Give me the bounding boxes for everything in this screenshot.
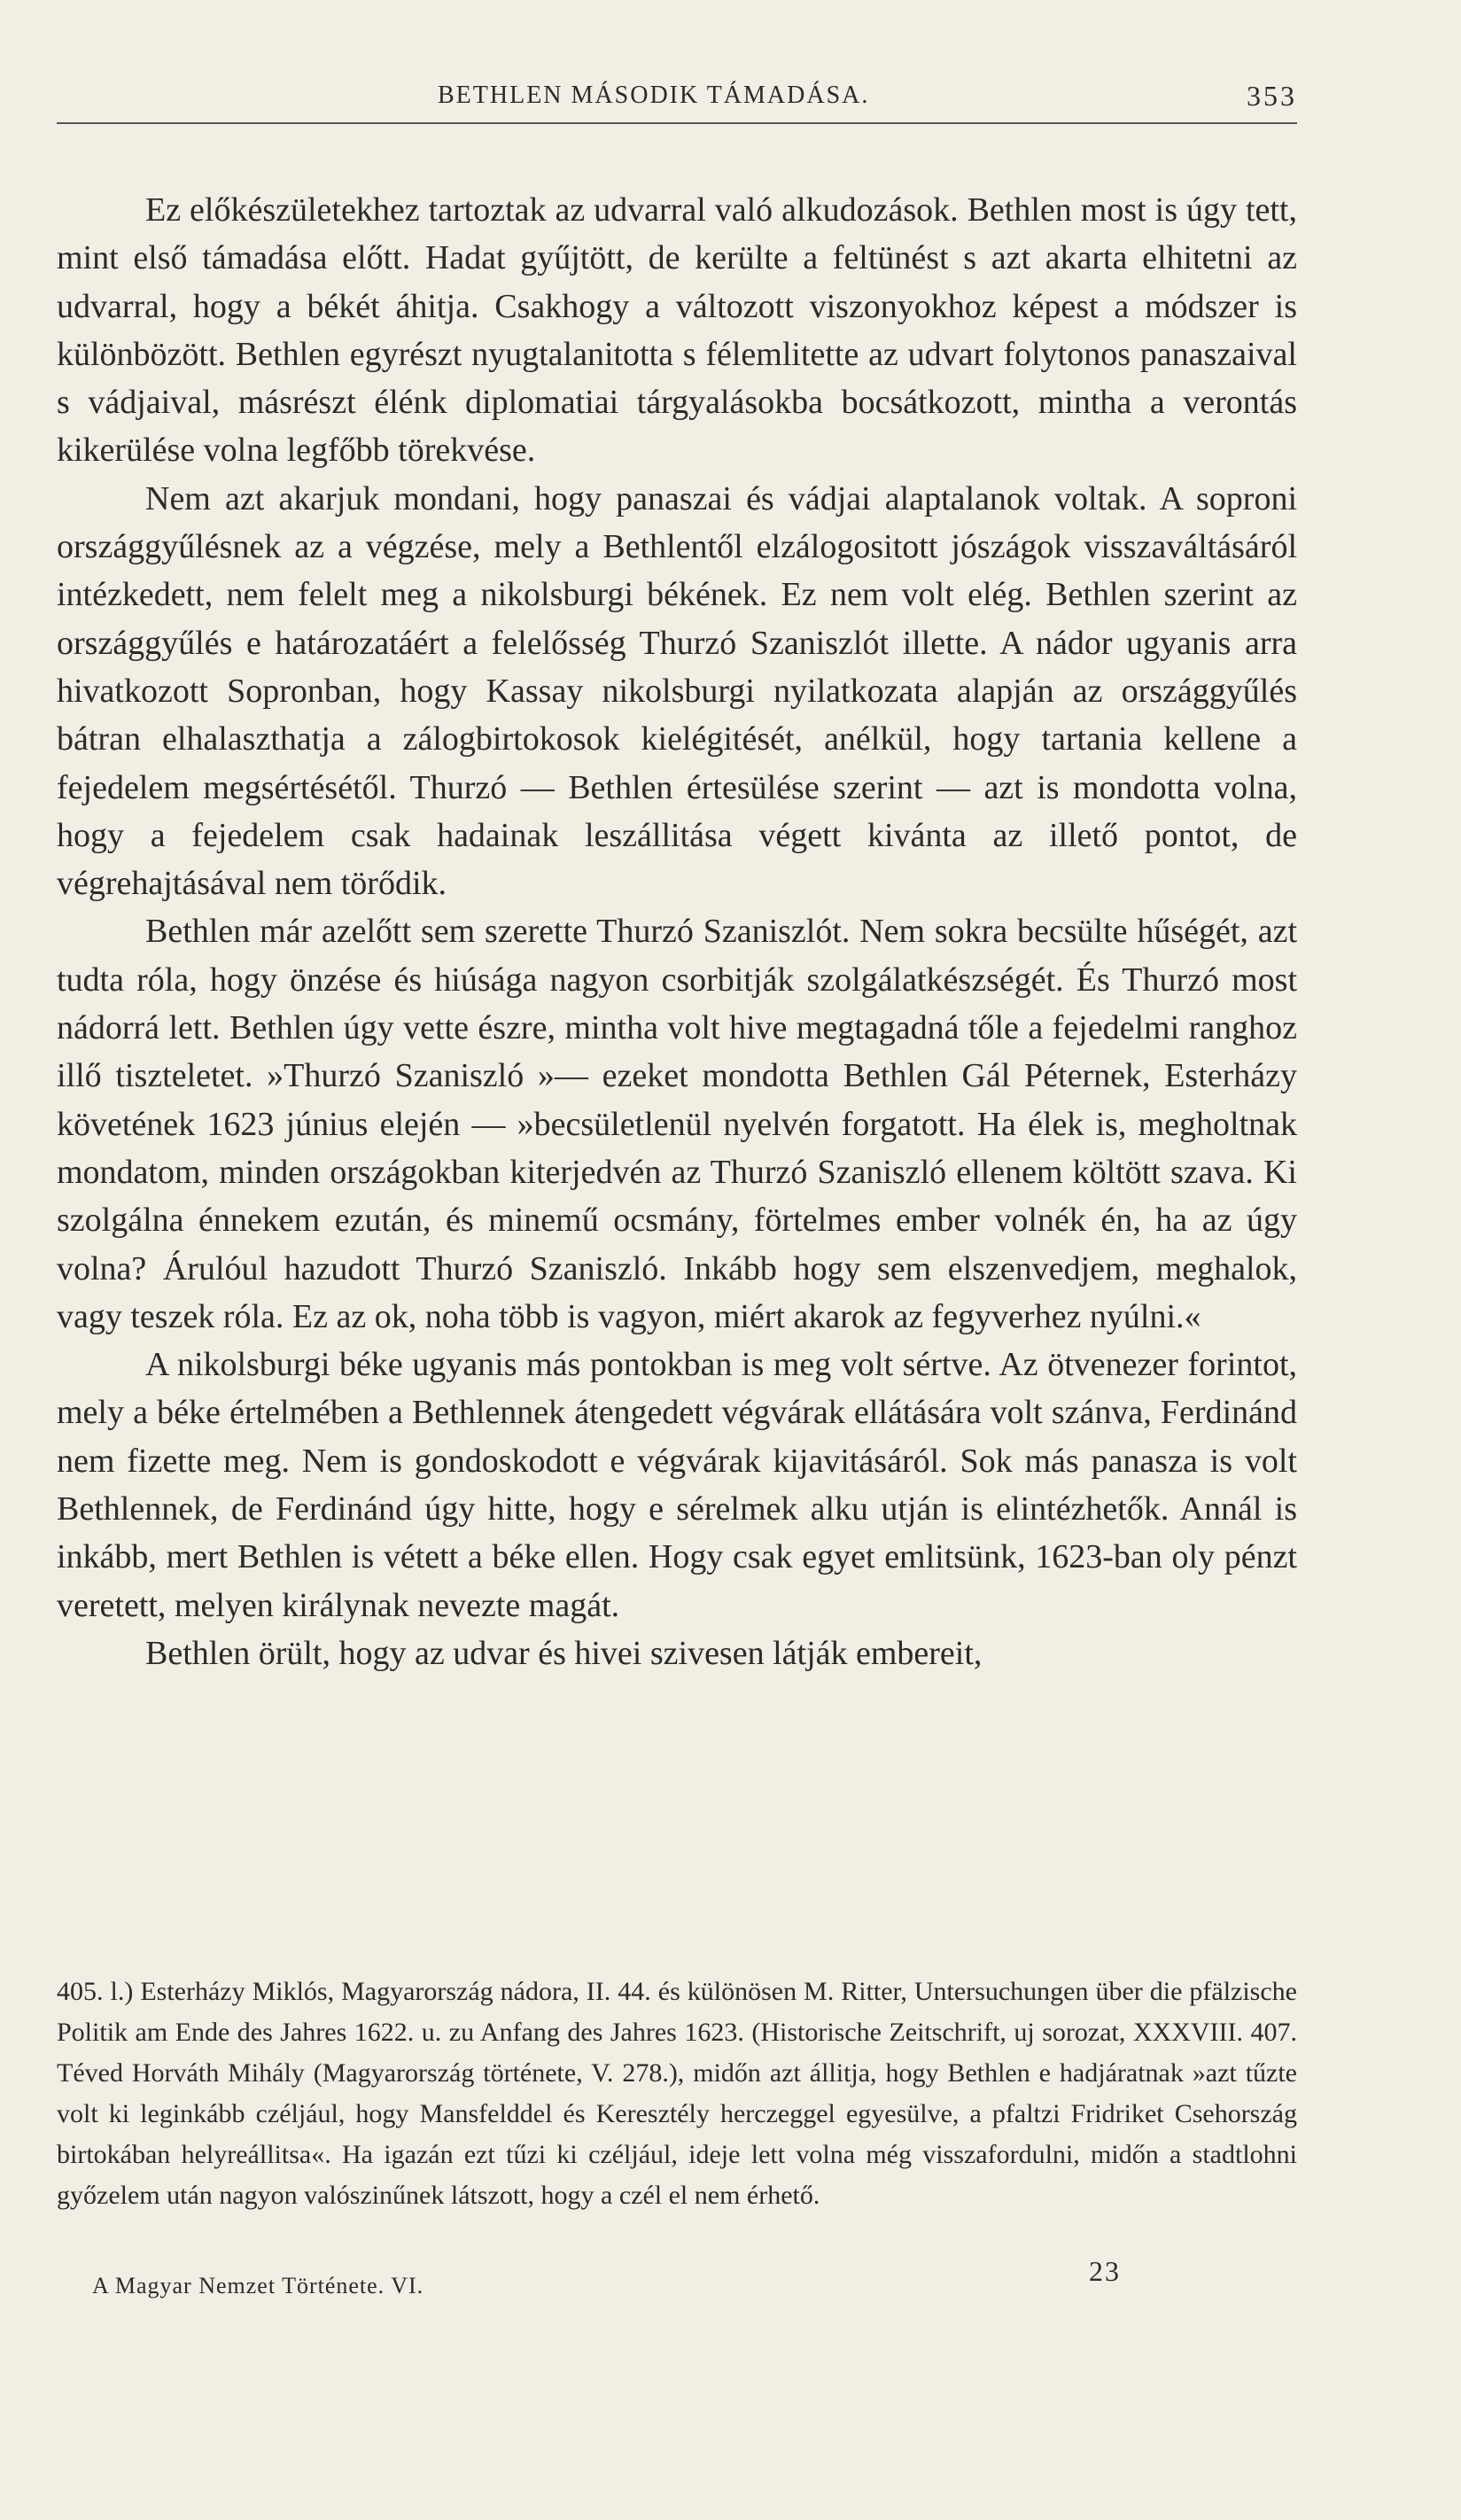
paragraph: Ez előkészületekhez tartoztak az udvarral való alkudozások. Bethlen most is úgy tett, mint első támadása előtt. Hadat gyűjtött, de kerülte a feltünést s azt akarta elhitetni az udvarral, hogy a békét áhitja. Csakhogy a változott viszonyokhoz képest a módszer is különbözött. Bethlen egyrészt nyugtalanitotta s félemlitette az udvart folytonos panaszaival s vádjaival, másrészt élénk diplomatiai tárgyalásokba bocsátkozott, mintha a verontás kikerülése volna legfőbb törekvése. <box>57 191 1297 470</box>
signature-mark: 23 <box>1089 2255 1121 2287</box>
body-text <box>57 186 1297 1677</box>
footnote <box>57 1972 1297 2216</box>
running-title: BETHLEN MÁSODIK TÁMADÁSA. <box>438 82 870 109</box>
paragraph: Nem azt akarjuk mondani, hogy panaszai és vádjai alaptalanok voltak. A soproni országgyűlésnek az a végzése, mely a Bethlentől elzálogositott jószágok visszaváltásáról intézkedett, nem felelt meg a nikolsburgi békének. Ez nem volt elég. Bethlen szerint az országgyűlés e határozatáért a felelősség Thurzó Szaniszlót illette. A nádor ugyanis arra hivatkozott Sopronban, hogy Kassay nikolsburgi nyilatkozata alapján az országgyűlés bátran elhalaszthatja a zálogbirtokosok kielégitését, anélkül, hogy tartania kellene a fejedelem megsértésétől. Thurzó — Bethlen értesülése szerint — azt is mondotta volna, hogy a fejedelem csak hadainak leszállitása végett kivánta az illető pontot, de végrehajtásával nem törődik. <box>57 479 1297 903</box>
header-rule <box>57 122 1297 124</box>
book-page <box>57 0 1297 2520</box>
paragraph: A nikolsburgi béke ugyanis más pontokban is meg volt sértve. Az ötvenezer forintot, mely a béke értelmében a Bethlennek átengedett végvárak ellátására volt szánva, Ferdinánd nem fizette meg. Nem is gondoskodott e végvárak kijavitásáról. Sok más panasza is volt Bethlennek, de Ferdinánd úgy hitte, hogy e sérelmek alku utján is elintézhetők. Annál is inkább, mert Bethlen is vétett a béke ellen. Hogy csak egyet emlitsünk, 1623-ban oly pénzt veretett, melyen királynak nevezte magát. <box>57 1346 1297 1624</box>
footnote-text: 405. l.) Esterházy Miklós, Magyarország nádora, II. 44. és különösen M. Ritter, Untersuchungen über die pfälzische Politik am Ende des Jahres 1622. u. zu Anfang des Jahres 1623. (Historische Zeitschrift, uj sorozat, XXXVIII. 407. Téved Horváth Mihály (Magyarország története, V. 278.), midőn azt állitja, hogy Bethlen e hadjáratnak »azt tűzte volt ki leginkább czéljául, hogy Mansfelddel és Keresztély herczeggel egyesülve, a pfaltzi Fridriket Csehország birtokában helyreállitsa«. Ha igazán ezt tűzi ki czéljául, ideje lett volna még visszafordulni, midőn a stadtlohni győzelem után nagyon valószinűnek látszott, hogy a czél el nem érhető. <box>57 1977 1297 2210</box>
page-number: 353 <box>1247 80 1297 112</box>
book-source-line: A Magyar Nemzet Története. VI. <box>92 2273 424 2298</box>
paragraph: Bethlen örült, hogy az udvar és hivei szivesen látják embereit, <box>145 1634 983 1672</box>
page-footer <box>57 2255 1297 2308</box>
running-head <box>57 82 1297 126</box>
paragraph: Bethlen már azelőtt sem szerette Thurzó Szaniszlót. Nem sokra becsülte hűségét, azt tudta róla, hogy önzése és hiúsága nagyon csorbitják szolgálatkészségét. És Thurzó most nádorrá lett. Bethlen úgy vette észre, mintha volt hive megtagadná tőle a fejedelmi ranghoz illő tiszteletet. »Thurzó Szaniszló »— ezeket mondotta Bethlen Gál Péternek, Esterházy követének 1623 június elején — »becsületlenül nyelvén forgatott. Ha élek is, megholtnak mondatom, minden országokban kiterjedvén az Thurzó Szaniszló ellenem költött szava. Ki szolgálna énnekem ezután, és minemű ocsmány, förtelmes ember volnék én, ha az úgy volna? Árulóul hazudott Thurzó Szaniszló. Inkább hogy sem elszenvedjem, meghalok, vagy teszek róla. Ez az ok, noha több is vagyon, miért akarok az fegyverhez nyúlni.« <box>57 913 1297 1335</box>
